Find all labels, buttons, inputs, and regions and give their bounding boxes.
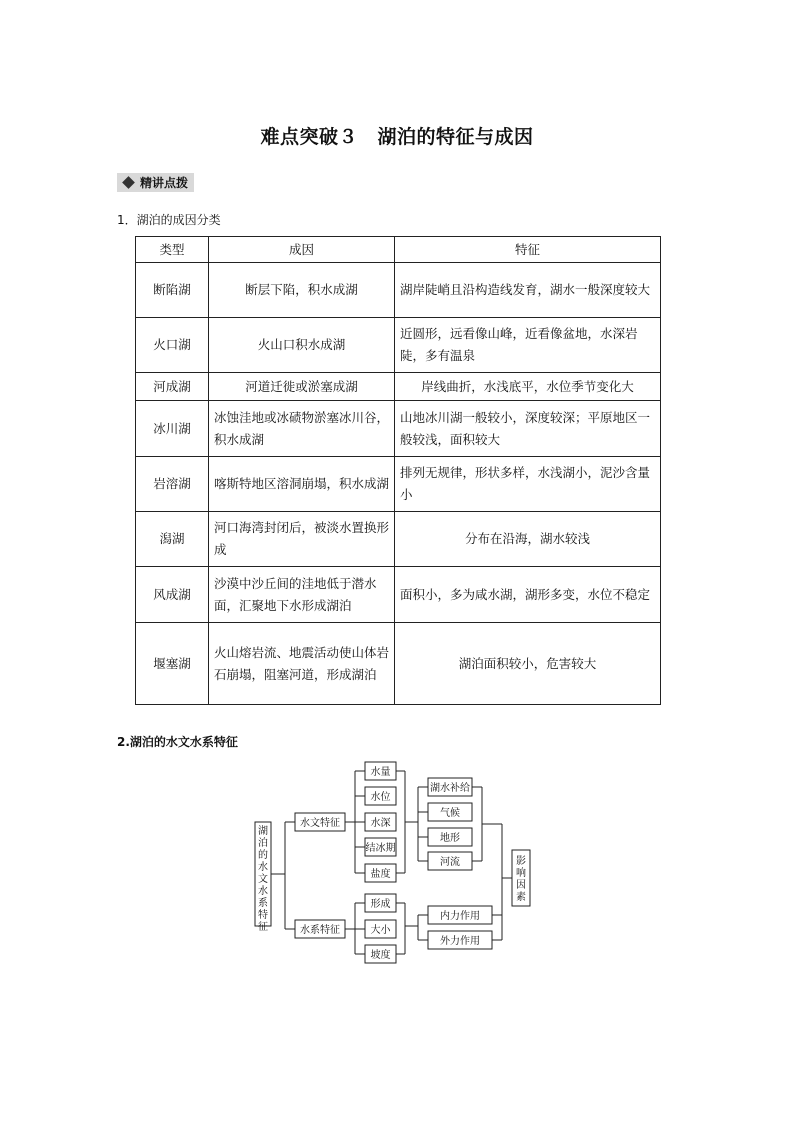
lake-type: 风成湖 xyxy=(136,567,209,623)
lake-cause: 火山熔岩流、地震活动使山体岩石崩塌，阻塞河道，形成湖泊 xyxy=(209,623,395,705)
lake-cause: 河道迁徙或淤塞成湖 xyxy=(209,373,395,401)
hydro-label: 水文特征 xyxy=(300,818,340,829)
system-factor: 外力作用 xyxy=(440,936,480,947)
hydro-factor: 地形 xyxy=(440,833,460,844)
lake-type: 潟湖 xyxy=(136,512,209,567)
table-row xyxy=(136,263,661,318)
lake-feature: 排列无规律，形状多样，水浅湖小，泥沙含量小 xyxy=(395,457,661,512)
hydro-factor: 气候 xyxy=(440,808,460,819)
table-row xyxy=(136,318,661,373)
lake-cause: 河口海湾封闭后，被淡水置换形成 xyxy=(209,512,395,567)
lake-type: 火口湖 xyxy=(136,318,209,373)
lake-type: 河成湖 xyxy=(136,373,209,401)
hydro-item: 水量 xyxy=(370,767,391,778)
factors-label: 影响因素 xyxy=(516,856,526,903)
root-label: 湖泊的水文水系特征 xyxy=(258,826,268,933)
section-heading-2: 2.湖泊的水文水系特征 xyxy=(117,735,238,749)
lake-feature: 湖岸陡峭且沿构造线发育，湖水一般深度较大 xyxy=(395,263,661,318)
lake-type: 堰塞湖 xyxy=(136,623,209,705)
system-item: 大小 xyxy=(370,925,391,936)
table-row xyxy=(136,373,661,401)
hydro-item: 水深 xyxy=(370,818,391,829)
system-factor: 内力作用 xyxy=(440,911,480,922)
hydro-factor: 河流 xyxy=(440,857,460,868)
lake-cause: 断层下陷，积水成湖 xyxy=(209,263,395,318)
badge-label: 精讲点拨 xyxy=(140,176,189,190)
header-cause: 成因 xyxy=(209,237,395,263)
lake-feature: 湖泊面积较小，危害较大 xyxy=(395,623,661,705)
system-label: 水系特征 xyxy=(300,925,340,936)
lake-cause: 冰蚀洼地或冰碛物淤塞冰川谷，积水成湖 xyxy=(209,401,395,457)
table-row xyxy=(136,401,661,457)
hydro-item: 结冰期 xyxy=(365,843,396,854)
lake-type: 冰川湖 xyxy=(136,401,209,457)
lake-origin-table xyxy=(135,236,661,705)
table-row xyxy=(136,567,661,623)
lake-type: 岩溶湖 xyxy=(136,457,209,512)
header-type: 类型 xyxy=(136,237,209,263)
lake-cause: 喀斯特地区溶洞崩塌，积水成湖 xyxy=(209,457,395,512)
hydrology-diagram xyxy=(250,760,550,970)
section-badge xyxy=(117,173,194,192)
lake-feature: 分布在沿海，湖水较浅 xyxy=(395,512,661,567)
section-heading-1: 1．湖泊的成因分类 xyxy=(117,213,221,227)
hydro-factor: 湖水补给 xyxy=(430,783,470,794)
lake-cause: 沙漠中沙丘间的洼地低于潜水面，汇聚地下水形成湖泊 xyxy=(209,567,395,623)
hydro-item: 盐度 xyxy=(370,869,391,880)
system-item: 坡度 xyxy=(370,950,391,961)
diamond-icon xyxy=(122,176,135,189)
table-row xyxy=(136,457,661,512)
page-title: 难点突破３ 湖泊的特征与成因 xyxy=(260,126,534,148)
table-header-row xyxy=(136,237,661,263)
lake-feature: 山地冰川湖一般较小，深度较深；平原地区一般较浅，面积较大 xyxy=(395,401,661,457)
lake-feature: 面积小，多为咸水湖，湖形多变，水位不稳定 xyxy=(395,567,661,623)
lake-feature: 近圆形，远看像山峰，近看像盆地，水深岩陡，多有温泉 xyxy=(395,318,661,373)
header-feature: 特征 xyxy=(395,237,661,263)
lake-type: 断陷湖 xyxy=(136,263,209,318)
lake-feature: 岸线曲折，水浅底平，水位季节变化大 xyxy=(395,373,661,401)
table-row xyxy=(136,512,661,567)
lake-cause: 火山口积水成湖 xyxy=(209,318,395,373)
hydro-item: 水位 xyxy=(370,792,391,803)
table-row xyxy=(136,623,661,705)
system-item: 形成 xyxy=(370,899,391,910)
